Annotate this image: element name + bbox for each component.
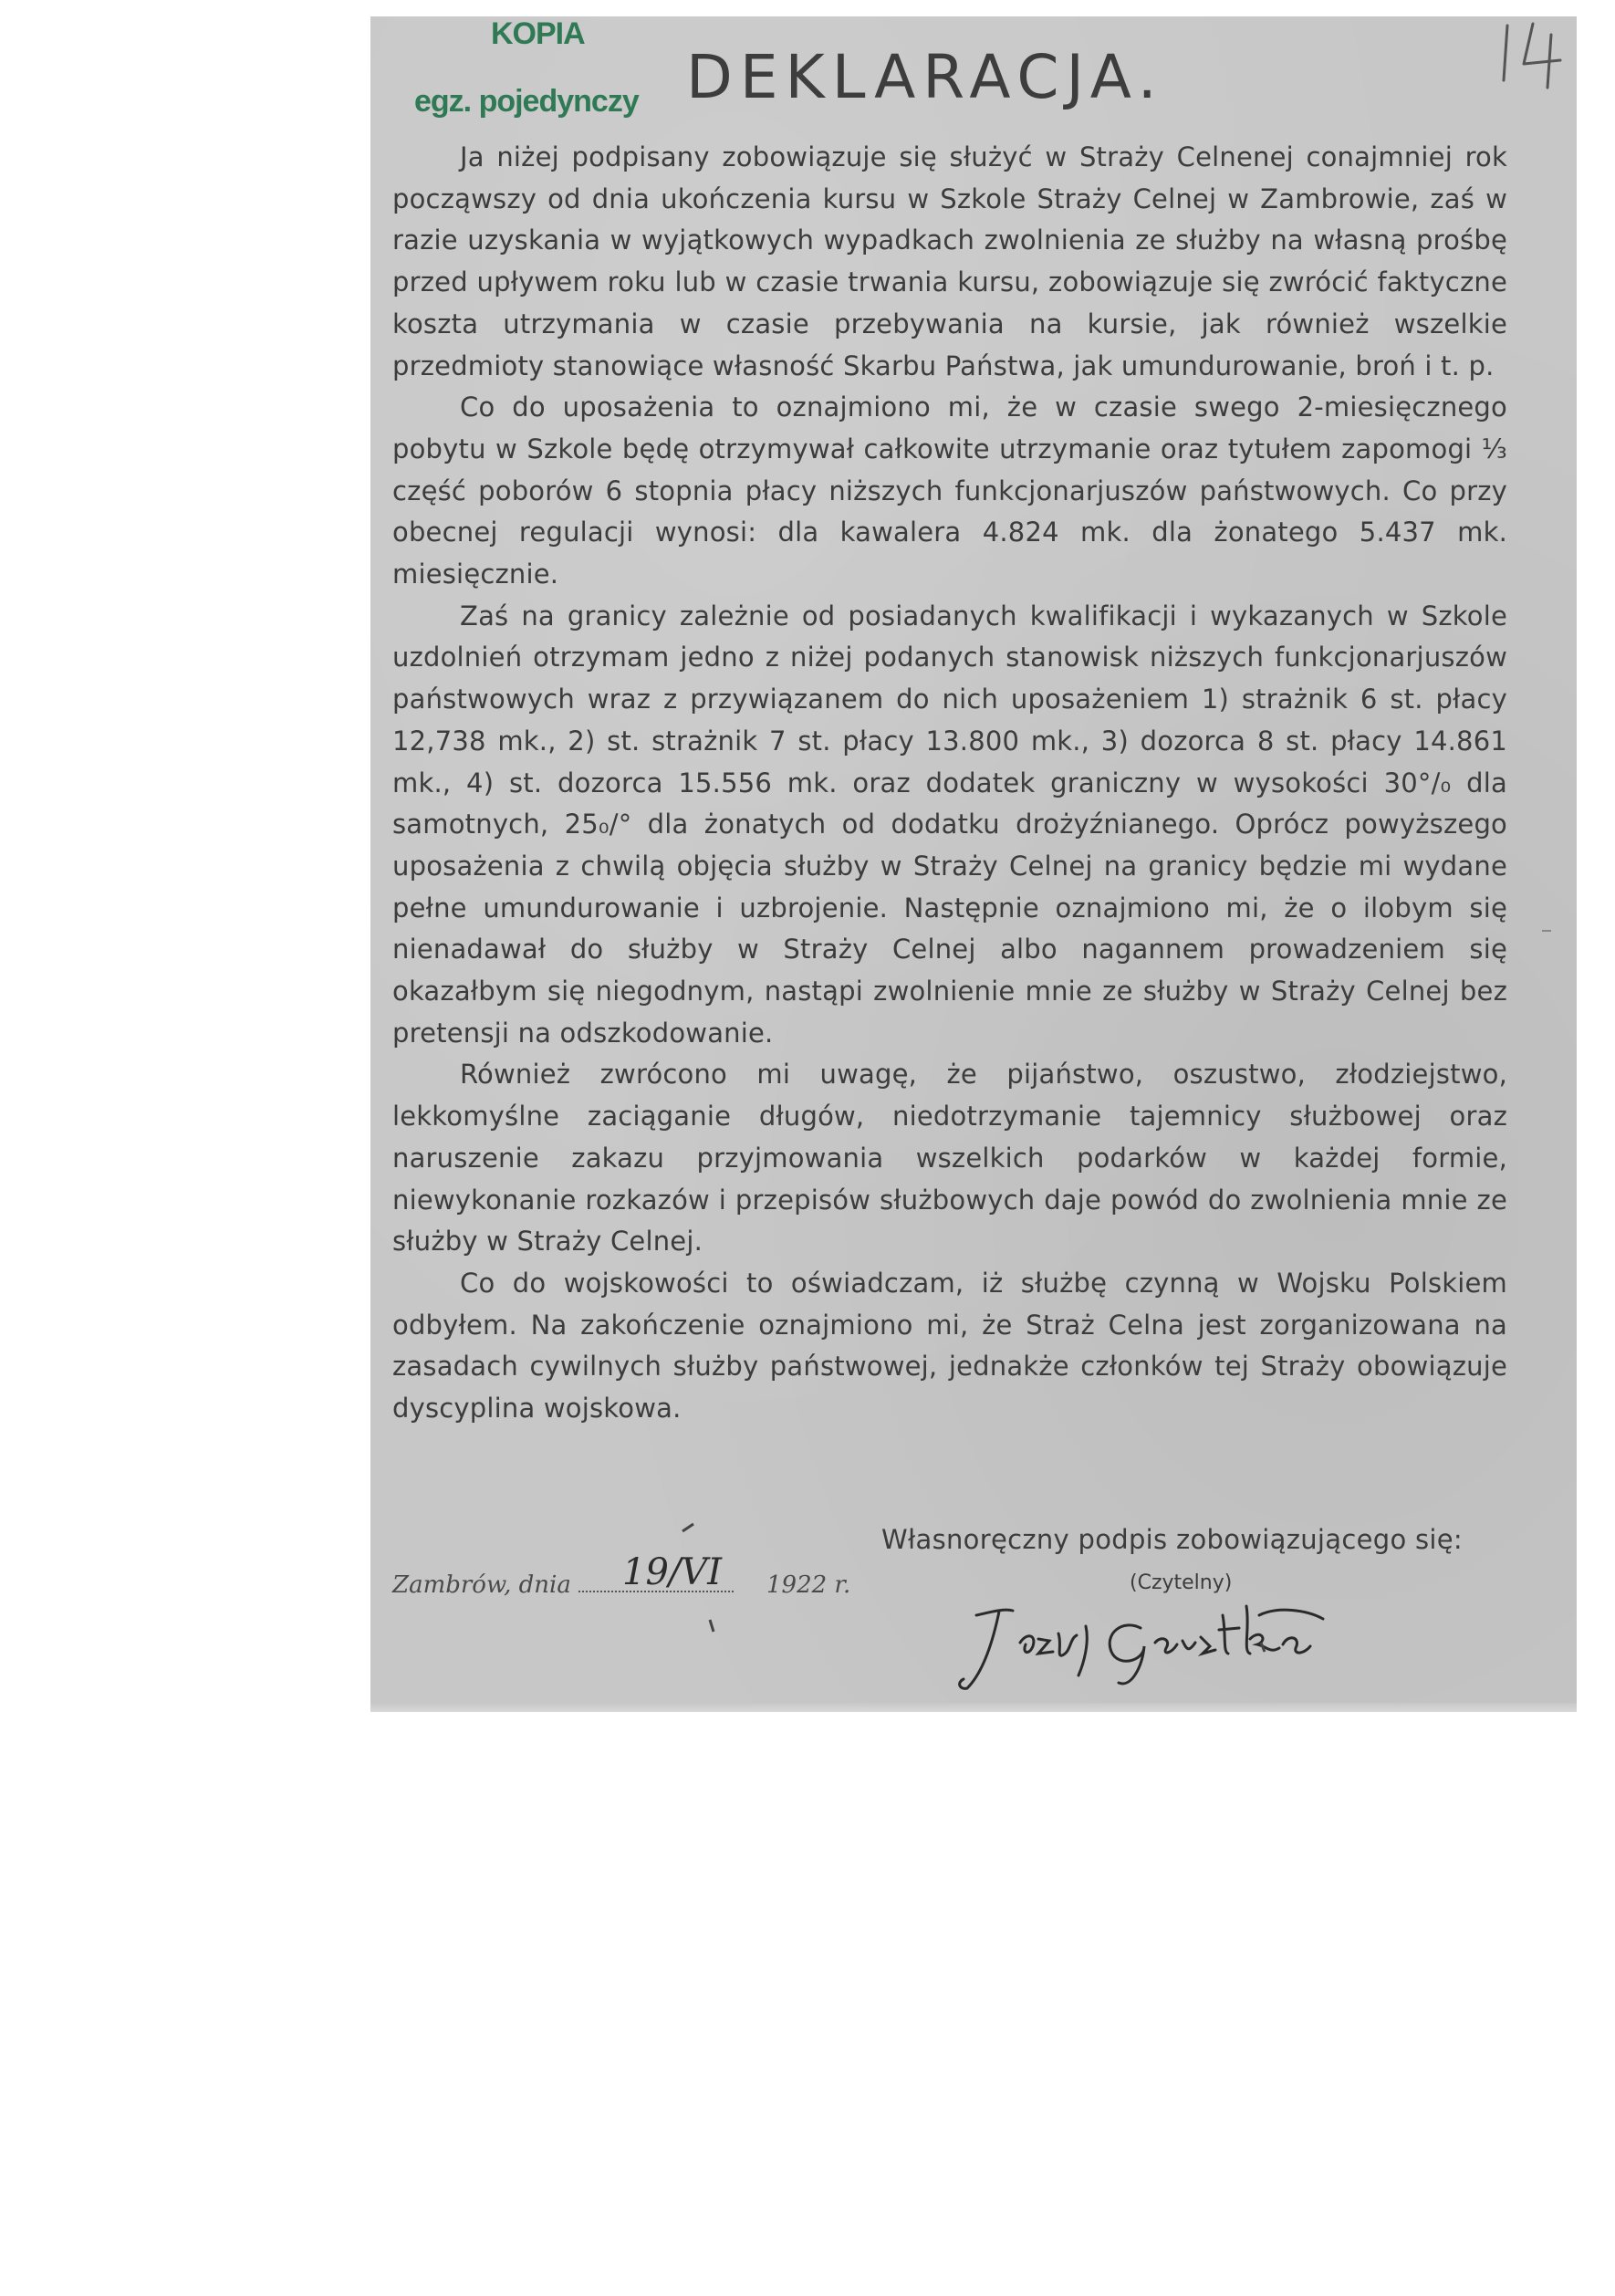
handwritten-page-number bbox=[1496, 16, 1579, 89]
signature-label: Własnoręczny podpis zobowiązującego się: bbox=[881, 1524, 1463, 1555]
handwritten-date: 19/VI bbox=[622, 1551, 723, 1593]
paragraph-obligation: Ja niżej podpisany zobowiązuje się służyć w Straży Celnenej conajmniej rok począwszy od dnia ukończenia kursu w Szkole Straży Celnej w Zambrowie, zaś w razie uzyskania w wyjątkowych wypadkach zwolnienia ze służby na własną prośbę przed upływem roku lub w czasie trwania kursu, zobowiązuje się zwrócić faktyczne koszta utrzymania w czasie przebywania na kursie, jak również wszelkie przedmioty stanowiące własność Skarbu Państwa, jak umundurowanie, broń i t. p. bbox=[392, 141, 1507, 381]
copy-stamp-line1: KOPIA bbox=[491, 16, 585, 51]
paragraph-salary: Co do uposażenia to oznajmiono mi, że w czasie swego 2-miesięcznego pobytu w Szkole będę otrzymywał całkowite utrzymanie oraz tytułem zapomogi ⅓ część poborów 6 stopnia płacy niższych funkcjonarjuszów państwowych. Co przy obecnej regulacji wynosi: dla kawalera 4.824 mk. dla żonatego 5.437 mk. miesięcznie. bbox=[392, 391, 1507, 590]
paragraph-conduct: Również zwrócono mi uwagę, że pijaństwo, oszustwo, złodziejstwo, lekkomyślne zaciąganie długów, niedotrzymanie tajemnicy służbowej oraz naruszenie zakazu przyjmowania wszelkich podarków w każdej formie, niewykonanie rozkazów i przepisów służbowych daje powód do zwolnienia mnie ze służby w Straży Celnej. bbox=[392, 1059, 1507, 1258]
date-year: 1922 r. bbox=[766, 1571, 851, 1599]
place-prefix: Zambrów, dnia bbox=[392, 1571, 571, 1599]
document-bottom-edge bbox=[370, 1703, 1577, 1712]
signature-sublabel: (Czytelny) bbox=[1130, 1571, 1233, 1594]
handwritten-signature bbox=[949, 1588, 1350, 1697]
paragraph-border-posts: Zaś na granicy zależnie od posiadanych kwalifikacji i wykazanych w Szkole uzdolnień otrzymam jedno z niżej podanych stanowisk niższych funkcjonarjuszów państwowych wraz z przywiązanem do nich uposażeniem 1) strażnik 6 st. płacy 12,738 mk., 2) st. strażnik 7 st. płacy 13.800 mk., 3) dozorca 8 st. płacy 14.861 mk., 4) st. dozorca 15.556 mk. oraz dodatek graniczny w wysokości 30°/₀ dla samotnych, 25₀/° dla żonatych od dodatku drożyźnianego. Oprócz powyższego uposażenia z chwilą objęcia służby w Straży Celnej na granicy będzie mi wydane pełne umundurowanie i uzbrojenie. Następnie oznajmiono mi, że o ilobym się nienadawał do służby w Straży Celnej albo nagannem prowadzeniem się okazałbym się niegodnym, nastąpi zwolnienie mnie ze służby w Straży Celnej bez pretensji na odszkodowanie. bbox=[392, 600, 1507, 1049]
copy-stamp-line2: egz. pojedynczy bbox=[414, 84, 639, 119]
document-title: DEKLARACJA. bbox=[686, 42, 1164, 112]
paragraph-military: Co do wojskowości to oświadczam, iż służbę czynną w Wojsku Polskiem odbyłem. Na zakończenie oznajmiono mi, że Straż Celna jest zorganizowana na zasadach cywilnych służby państwowej, jednakże członków tej Straży obowiązuje dyscyplina wojskowa. bbox=[392, 1267, 1507, 1425]
declaration-body bbox=[392, 137, 1507, 1430]
